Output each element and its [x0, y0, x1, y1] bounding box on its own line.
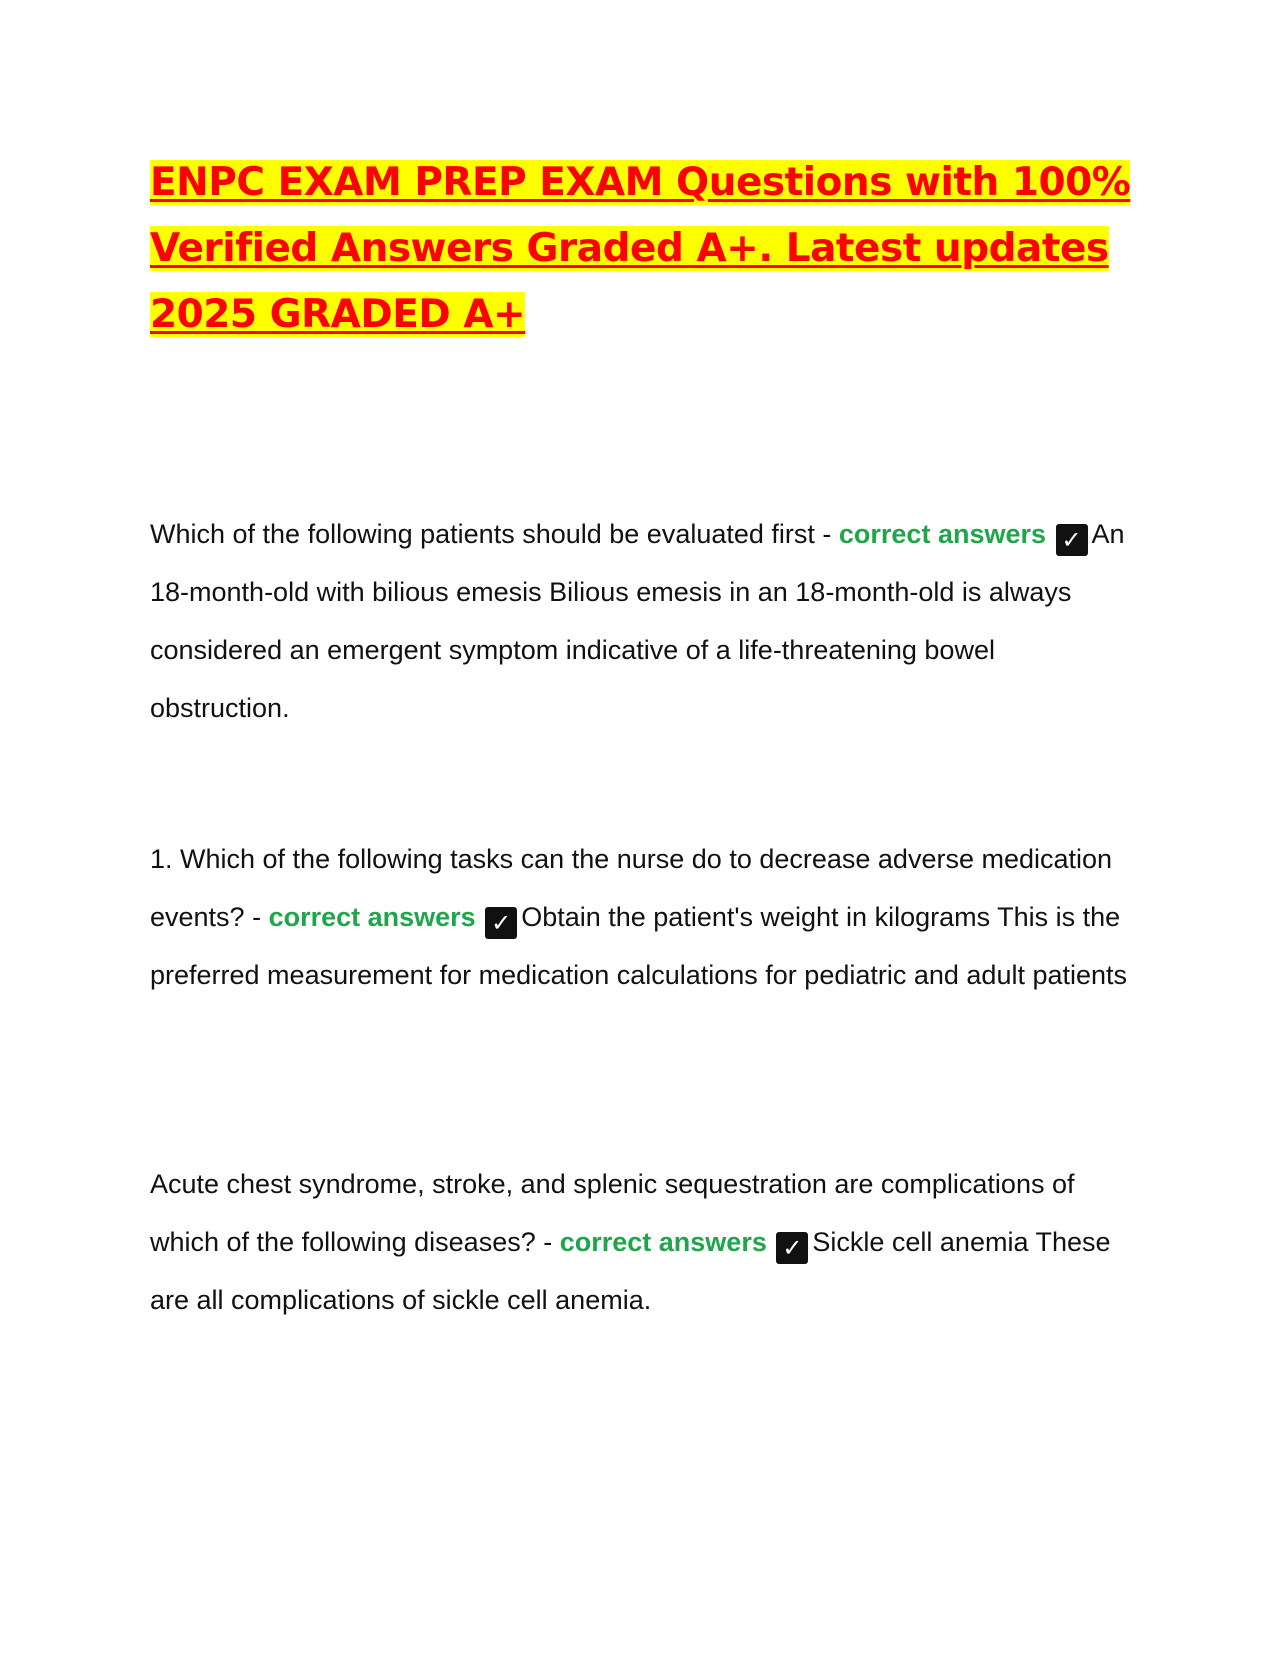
checkmark-icon: ✓: [1056, 524, 1088, 556]
correct-answers-label: correct answers: [559, 1227, 767, 1257]
correct-answers-label: correct answers: [838, 519, 1047, 549]
title-line-1: ENPC EXAM PREP EXAM Questions with 100%: [150, 160, 1131, 205]
document-title: [150, 150, 1140, 348]
answer-text: An 18-month-old with bilious emesis Bilious emesis in an 18-month-old is always considered an emergent symptom indicative of a life-threatening bowel obstruction.: [150, 519, 1125, 723]
question-text: Which of the following patients should be evaluated first -: [150, 519, 839, 549]
title-line-2: Verified Answers Graded A+. Latest updates: [150, 226, 1109, 271]
correct-answers-label: correct answers: [268, 902, 476, 932]
question-text: 1. Which of the following tasks can the nurse do to decrease adverse medication events? -: [150, 844, 1113, 932]
checkmark-icon: ✓: [776, 1232, 808, 1264]
qa-item: [150, 1155, 1140, 1329]
qa-item: [150, 830, 1140, 1004]
answer-text: Obtain the patient's weight in kilograms This is the preferred measurement for medication calculations for pediatric and adult patients: [150, 902, 1128, 990]
answer-text: Sickle cell anemia These are all complications of sickle cell anemia.: [150, 1227, 1111, 1315]
qa-item: [150, 505, 1140, 737]
question-text: Acute chest syndrome, stroke, and splenic sequestration are complications of which of the following diseases? -: [150, 1169, 1075, 1257]
title-line-3: 2025 GRADED A+: [150, 292, 526, 337]
checkmark-icon: ✓: [485, 907, 517, 939]
